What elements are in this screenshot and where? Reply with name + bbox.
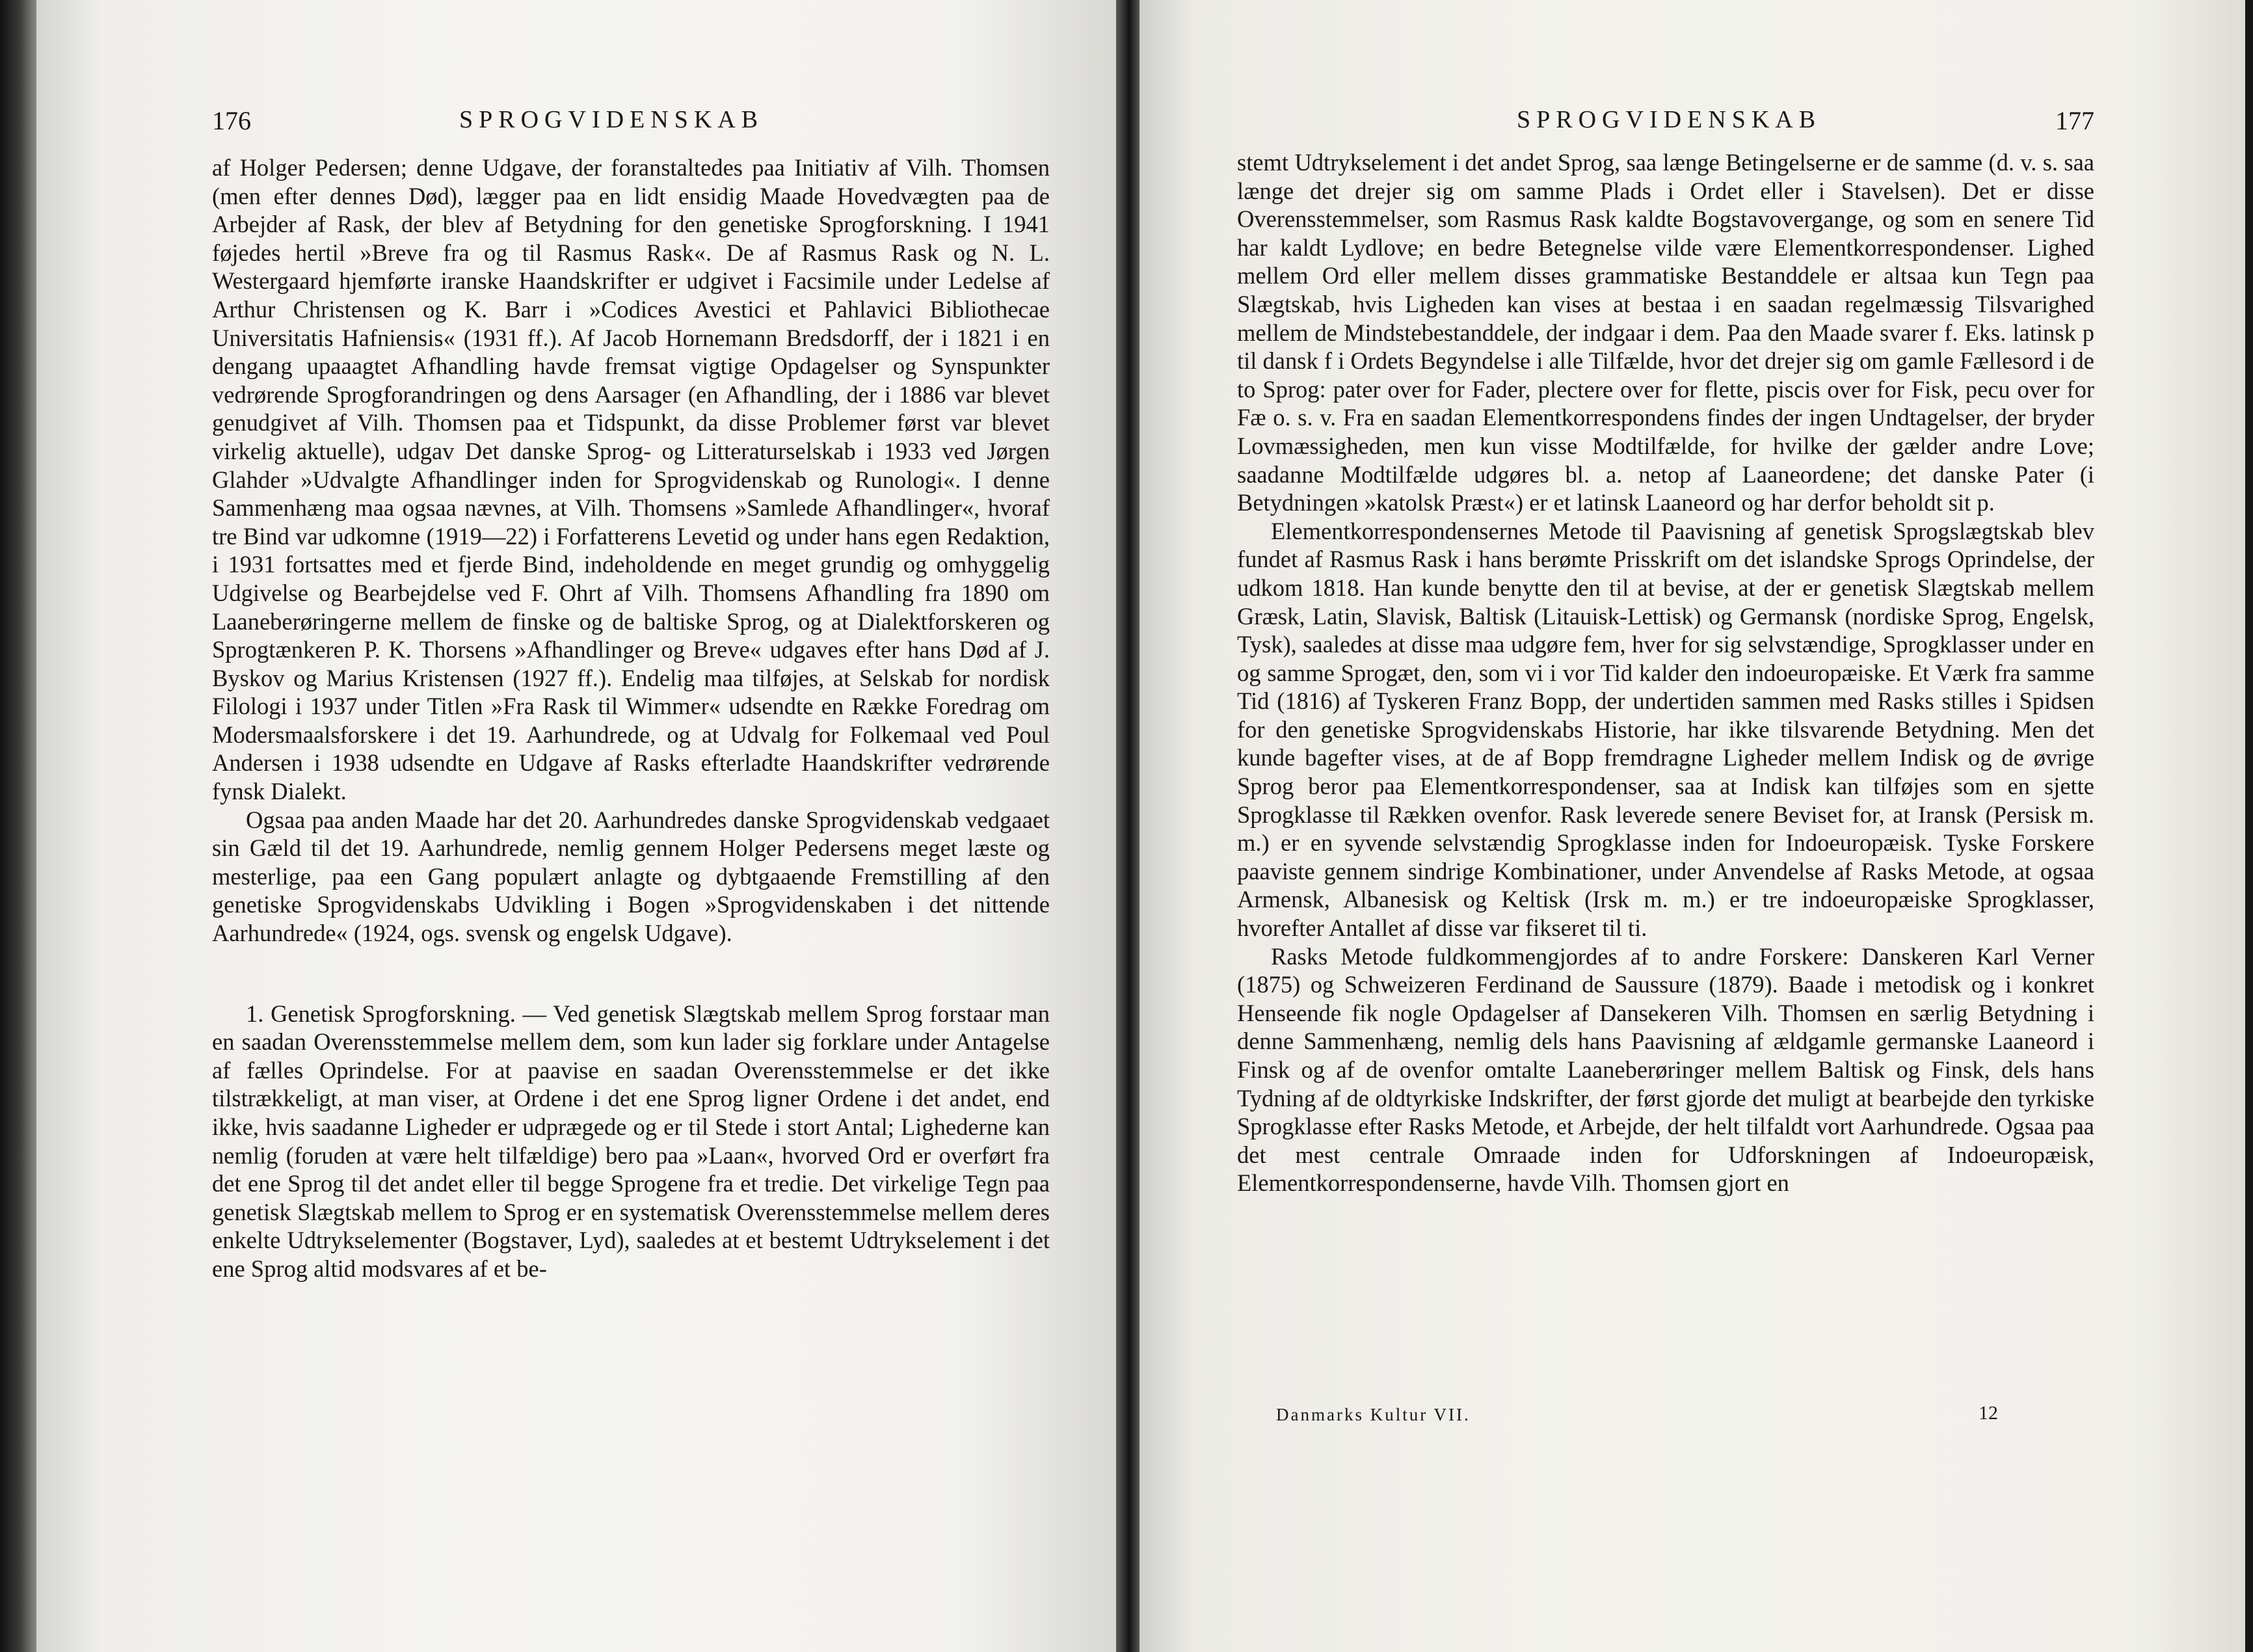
section-paragraph: 1. Genetisk Sprogforskning. — Ved genetisk Slægtskab mellem Sprog forstaar man en saadan Overensstemmelse mellem dem, som kun lader sig forklare under Antagelse af fælles Oprindelse. For at paavise en saadan Overensstemmelse er det ikke tilstrækkeligt, at man viser, at Ordene i det ene Sprog ligner Ordene i det andet, end ikke, hvis saadanne Ligheder er udprægede og er til Stede i stort Antal; Lighederne kan nemlig (foruden at være helt tilfældige) bero paa »Laan«, hvorved Ord er overført fra det ene Sprog til det andet eller til begge Sprogene fra et tredie. Det virkelige Tegn paa genetisk Slægtskab mellem to Sprog er en systematisk Overensstemmelse mellem deres enkelte Udtrykselementer (Bogstaver, Lyd), saaledes at et bestemt Udtrykselement i det ene Sprog altid modsvares af et be- bbox=[212, 1000, 1050, 1282]
signature-number: 12 bbox=[1979, 1402, 1998, 1424]
page-number: 176 bbox=[212, 106, 251, 135]
left-page bbox=[36, 0, 1116, 1652]
text-column bbox=[212, 153, 1050, 1283]
paragraph: Rasks Metode fuldkommengjordes af to andre Forskere: Danskeren Karl Verner (1875) og Schweizeren Ferdinand de Saussure (1879). Baade i metodisk og i konkret Henseende fik nogle Opdagelser af Dansekeren Vilh. Thomsen en særlig Betydning i denne Sammenhæng, nemlig dels hans Paavisning af ældgamle germanske Laaneord i Finsk og af de ovenfor omtalte Laaneberøringer mellem Baltisk og Finsk, dels hans Tydning af de oldtyrkiske Indskrifter, der først gjorde det muligt at bearbejde den tyrkiske Sprogklasse efter Rasks Metode, et Arbejde, der helt tilfaldt vort Aarhundrede. Ogsaa paa det mest centrale Omraade inden for Udforskningen af Indoeuropæisk, Elementkorrespondenserne, havde Vilh. Thomsen gjort en bbox=[1237, 942, 2094, 1197]
page-number: 177 bbox=[2055, 106, 2094, 135]
signature-line: Danmarks Kultur VII. bbox=[1276, 1405, 1471, 1424]
paragraph: Elementkorrespondensernes Metode til Paavisning af genetisk Sprogslægtskab blev fundet af Rasmus Rask i hans berømte Prisskrift om det islandske Sprogs Oprindelse, der udkom 1818. Han kunde benytte den til at bevise, at der er genetisk Slægtskab mellem Græsk, Latin, Slavisk, Baltisk (Litauisk-Lettisk) og Germansk (nordiske Sprog, Engelsk, Tysk), saaledes at disse maa udgøre fem, hver for sig selvstændige, Sprogklasser under en og samme Sprogæt, den, som vi i vor Tid kalder den indoeuropæiske. Et Værk fra samme Tid (1816) af Tyskeren Franz Bopp, der undertiden sammen med Rasks stilles i Spidsen for den genetiske Sprogvidenskabs Historie, har ikke tilsvarende Betydning. Men det kunde bagefter vises, at de af Bopp fremdragne Ligheder mellem Indisk og de øvrige Sprog beror paa Elementkorrespondenser, saa at Indisk kan tilføjes som en sjette Sprogklasse til Rækken ovenfor. Rask leverede senere Beviset for, at Iransk (Persisk m. m.) er en syvende selvstændig Sprogklasse inden for Indoeuropæisk. Tyske Forskere paaviste gennem sindrige Kombinationer, under Anvendelse af Rasks Metode, at ogsaa Armensk, Albanesisk og Keltisk (Irsk m. m.) er tre indoeuropæiske Sprogklasser, hvorefter Antallet af disse var fikseret til ti. bbox=[1237, 517, 2094, 942]
book-spine bbox=[1116, 0, 1140, 1652]
text-column bbox=[1237, 148, 2094, 1197]
paragraph: stemt Udtrykselement i det andet Sprog, saa længe Betingelserne er de samme (d. v. s. saa længe det drejer sig om samme Plads i Ordet eller i Stavelsen). Det er disse Overensstemmelser, som Rasmus Rask kaldte Bogstavovergange, og som en senere Tid har kaldt Lydlove; en bedre Betegnelse vilde være Elementkorrespondenser. Lighed mellem Ord eller mellem disses grammatiske Bestanddele er altsaa kun Tegn paa Slægtskab, hvis Ligheden kan vises at bestaa i en saadan regelmæssig Tilsvarighed mellem de Mindstebestanddele, der indgaar i dem. Paa den Maade svarer f. Eks. latinsk p til dansk f i Ordets Begyndelse i alle Tilfælde, hvor det drejer sig om gamle Fællesord i de to Sprog: pater over for Fader, plectere over for flette, piscis over for Fisk, pecu over for Fæ o. s. v. Fra en saadan Elementkorrespondens findes der ingen Undtagelser, der bryder Lovmæssigheden, men kun visse Modtilfælde, for hvilke der gælder andre Love; saadanne Modtilfælde udgøres bl. a. netop af Laaneordene; det danske Pater (i Betydningen »katolsk Præst«) er et latinsk Laaneord og har derfor beholdt sit p. bbox=[1237, 149, 2094, 516]
section-gap bbox=[212, 948, 1050, 1000]
paragraph: af Holger Pedersen; denne Udgave, der foranstaltedes paa Initiativ af Vilh. Thomsen (men efter dennes Død), lægger paa en lidt ensidig Maade Hovedvægten paa de Arbejder af Rask, der blev af Betydning for den genetiske Sprogforskning. I 1941 føjedes hertil »Breve fra og til Rasmus Rask«. De af Rasmus Rask og N. L. Westergaard hjemførte iranske Haandskrifter er udgivet i Facsimile under Ledelse af Arthur Christensen og K. Barr i »Codices Avestici et Pahlavici Bibliothecae Universitatis Hafniensis« (1931 ff.). Af Jacob Hornemann Bredsdorff, der i 1821 i en dengang upaaagtet Afhandling havde fremsat vigtige Opdagelser og Synspunkter vedrørende Sprogforandringen og dens Aarsager (en Afhandling, der i 1886 var blevet genudgivet af Vilh. Thomsen paa et Tidspunkt, da disse Problemer først var blevet virkelig aktuelle), udgav Det danske Sprog- og Litteraturselskab i 1933 ved Jørgen Glahder »Udvalgte Afhandlinger inden for Sprogvidenskab og Runologi«. I denne Sammenhæng maa ogsaa nævnes, at Vilh. Thomsens »Samlede Afhandlinger«, hvoraf tre Bind var udkomne (1919—22) i Forfatterens Levetid og under hans egen Redaktion, i 1931 fortsattes med et fjerde Bind, indeholdende en meget grundig og omhyggelig Udgivelse og Bearbejdelse ved F. Ohrt af Vilh. Thomsens Afhandling fra 1890 om Laaneberøringerne mellem de finske og de baltiske Sprog, og at Dialektforskeren og Sprogtænkeren P. K. Thorsens »Afhandlinger og Breve« udgaves efter hans Død af J. Byskov og Marius Kristensen (1927 ff.). Endelig maa tilføjes, at Selskab for nordisk Filologi i 1937 under Titlen »Fra Rask til Wimmer« udsendte en Række Foredrag om Modersmaalsforskere i det 19. Aarhundrede, og at Udvalg for Folkemaal ved Poul Andersen i 1938 udsendte en Udgave af Rasks efterladte Haandskrifter vedrørende fynsk Dialekt. bbox=[212, 154, 1050, 805]
book-edge-right bbox=[2245, 0, 2253, 1652]
book-edge-left bbox=[0, 0, 36, 1652]
paragraph: Ogsaa paa anden Maade har det 20. Aarhundredes danske Sprogvidenskab vedgaaet sin Gæld til det 19. Aarhundrede, nemlig gennem Holger Pedersens meget læste og mesterlige, paa een Gang populært anlagte og dybtgaaende Fremstilling af den genetiske Sprogvidenskabs Udvikling i Bogen »Sprogvidenskaben i det nittende Aarhundrede« (1924, ogs. svensk og engelsk Udgave). bbox=[212, 806, 1050, 947]
running-head: SPROGVIDENSKAB bbox=[459, 106, 764, 133]
right-page bbox=[1140, 0, 2245, 1652]
running-head: SPROGVIDENSKAB bbox=[1517, 106, 1822, 133]
